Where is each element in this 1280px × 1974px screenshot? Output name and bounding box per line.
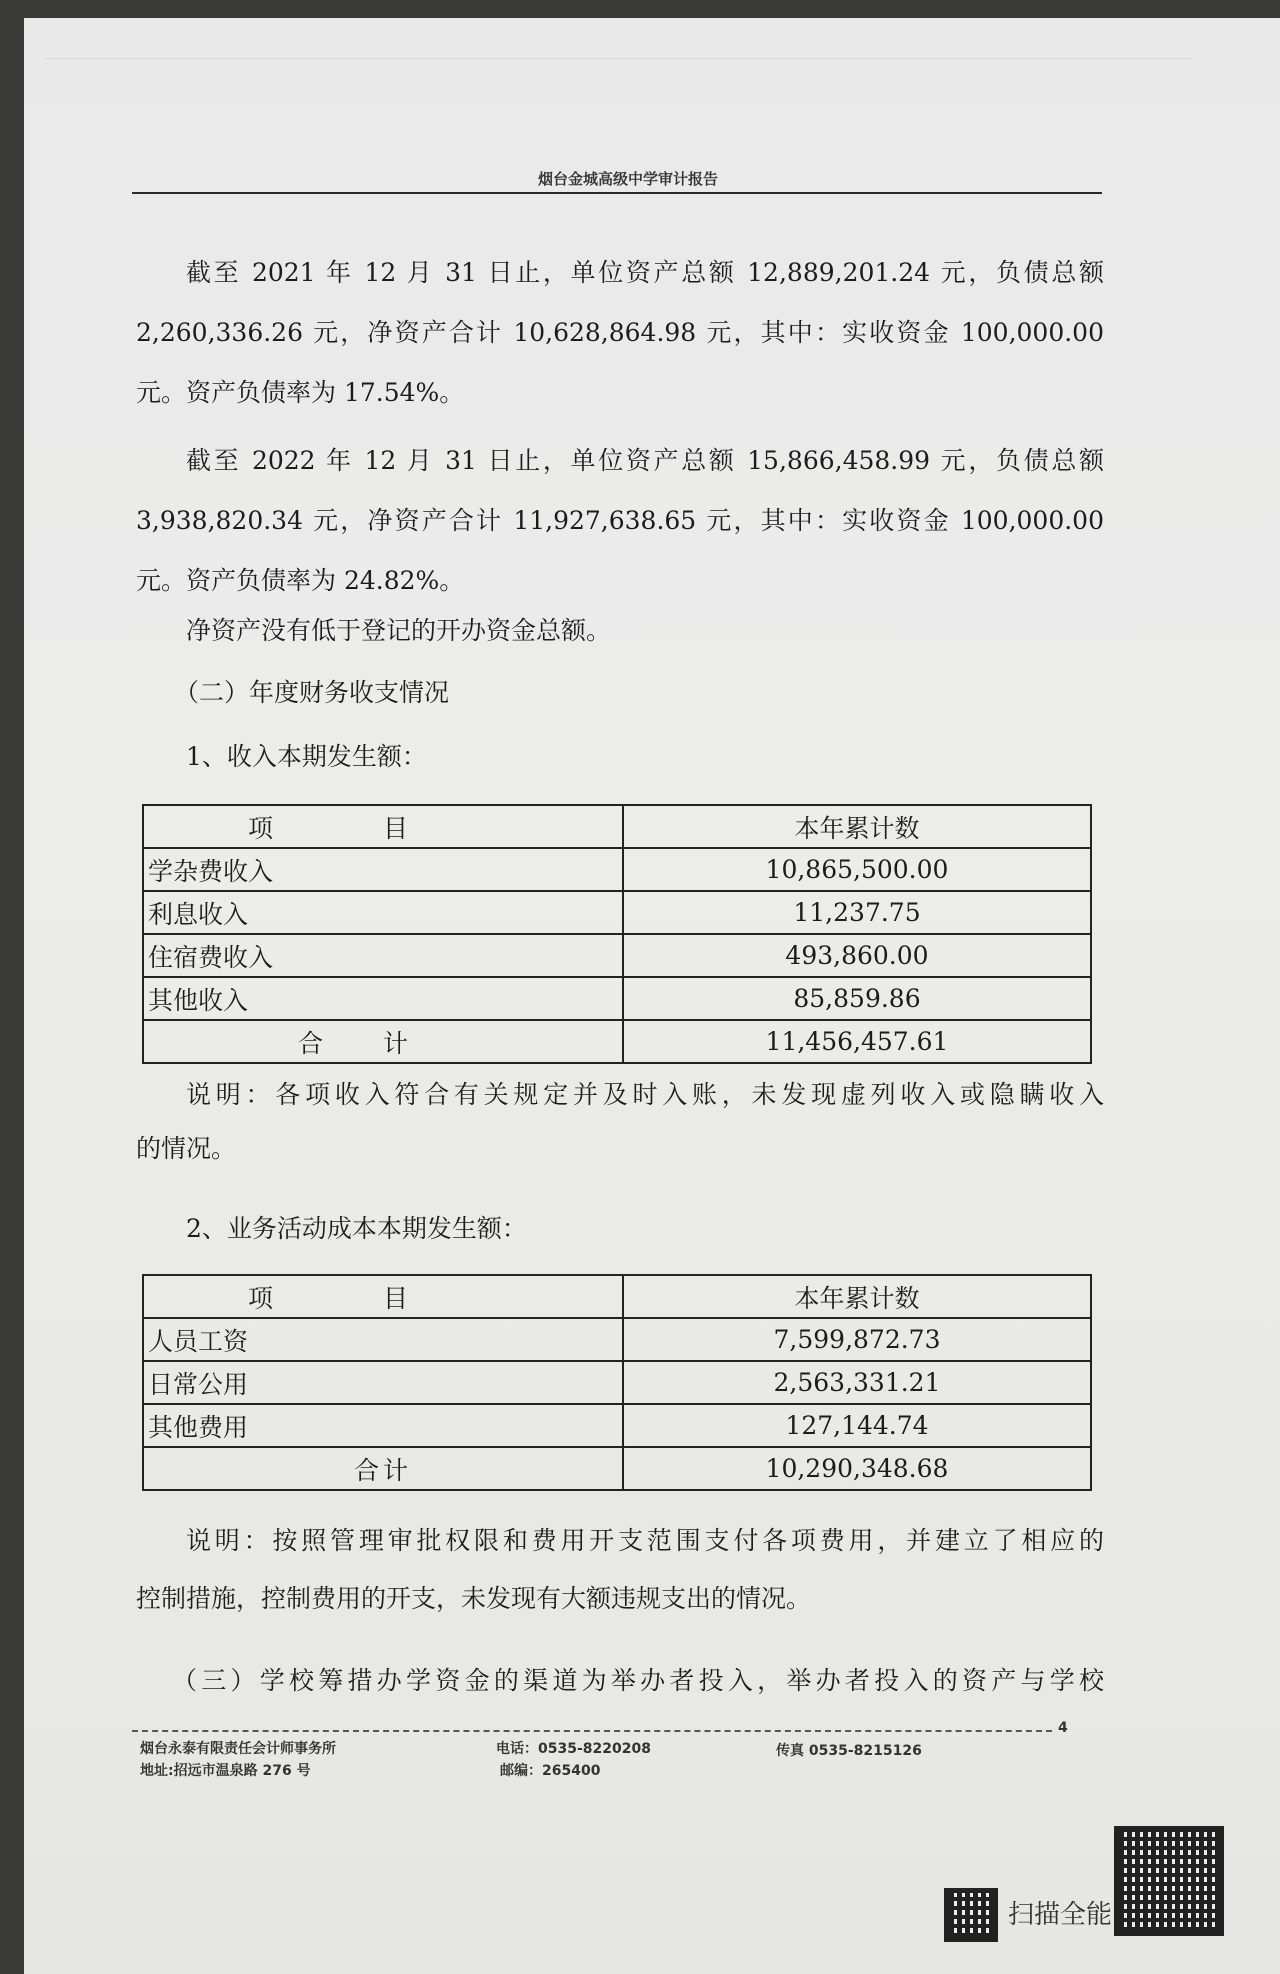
table-row [143, 1404, 1091, 1447]
row-value: 493,860.00 [623, 934, 1091, 977]
row-item: 住宿费收入 [143, 934, 623, 977]
large-qr-code-icon [1114, 1826, 1224, 1936]
paragraph-2021 [136, 258, 1104, 408]
paragraph-line: 截至 2021 年 12 月 31 日止，单位资产总额 12,889,201.24 元，负债总额 [186, 258, 1104, 287]
paragraph-line: 说明：按照管理审批权限和费用开支范围支付各项费用，并建立了相应的 [186, 1526, 1104, 1555]
document-page [24, 18, 1280, 1974]
table-row [143, 848, 1091, 891]
total-value: 11,456,457.61 [623, 1020, 1091, 1063]
paragraph-line: 3,938,820.34 元，净资产合计 11,927,638.65 元，其中：实收资金 100,000.00 [136, 506, 1104, 535]
table-row [143, 1361, 1091, 1404]
footer-address: 地址:招远市温泉路 276 号 [140, 1763, 311, 1779]
row-item: 其他收入 [143, 977, 623, 1020]
row-item: 利息收入 [143, 891, 623, 934]
table-row [143, 934, 1091, 977]
table-row [143, 1318, 1091, 1361]
cost-title: 2、业务活动成本本期发生额： [186, 1214, 527, 1243]
row-item: 日常公用 [143, 1361, 623, 1404]
paragraph-line: 的情况。 [136, 1134, 237, 1163]
table-row [143, 977, 1091, 1020]
small-qr-code-icon [944, 1888, 998, 1942]
cost-note [136, 1526, 1104, 1614]
header-item: 项目 [143, 805, 623, 848]
row-value: 127,144.74 [623, 1404, 1091, 1447]
paragraph-line: 控制措施，控制费用的开支，未发现有大额违规支出的情况。 [136, 1584, 812, 1613]
paragraph-line: （三）学校筹措办学资金的渠道为举办者投入，举办者投入的资产与学校 [172, 1666, 1104, 1695]
income-note [136, 1080, 1104, 1164]
header-rule [132, 192, 1102, 194]
total-label: 合计 [143, 1020, 623, 1063]
row-item: 学杂费收入 [143, 848, 623, 891]
table-total-row [143, 1020, 1091, 1063]
total-value: 10,290,348.68 [623, 1447, 1091, 1490]
row-value: 11,237.75 [623, 891, 1091, 934]
table-total-row [143, 1447, 1091, 1490]
page-number: 4 [1058, 1720, 1068, 1736]
footer-rule [132, 1730, 1052, 1732]
page-edge-line [44, 58, 1194, 59]
footer-phone: 电话：0535-8220208 [496, 1741, 651, 1757]
section-3 [136, 1666, 1104, 1696]
paragraph-line: 截至 2022 年 12 月 31 日止，单位资产总额 15,866,458.99 元，负债总额 [186, 446, 1104, 475]
table-header-row [143, 805, 1091, 848]
header-value: 本年累计数 [623, 1275, 1091, 1318]
cost-table [142, 1274, 1092, 1491]
section-2-title: （二）年度财务收支情况 [174, 678, 450, 707]
paragraph-line: 说明：各项收入符合有关规定并及时入账，未发现虚列收入或隐瞒收入 [186, 1080, 1104, 1109]
header-item: 项目 [143, 1275, 623, 1318]
report-header-title: 烟台金城高级中学审计报告 [537, 170, 718, 188]
paragraph-line: 2,260,336.26 元，净资产合计 10,628,864.98 元，其中：实收资金 100,000.00 [136, 318, 1104, 347]
row-value: 85,859.86 [623, 977, 1091, 1020]
income-title: 1、收入本期发生额： [186, 742, 427, 771]
footer-firm: 烟台永泰有限责任会计师事务所 [140, 1741, 336, 1757]
row-item: 其他费用 [143, 1404, 623, 1447]
row-value: 2,563,331.21 [623, 1361, 1091, 1404]
income-table [142, 804, 1092, 1064]
paragraph-2022 [136, 446, 1104, 596]
table-row [143, 891, 1091, 934]
row-value: 7,599,872.73 [623, 1318, 1091, 1361]
paragraph-line: 元。资产负债率为 24.82%。 [136, 566, 465, 595]
net-assets-note: 净资产没有低于登记的开办资金总额。 [186, 616, 612, 645]
footer-fax: 传真 0535-8215126 [776, 1743, 922, 1759]
footer-postcode: 邮编：265400 [500, 1763, 601, 1779]
row-item: 人员工资 [143, 1318, 623, 1361]
table-header-row [143, 1275, 1091, 1318]
row-value: 10,865,500.00 [623, 848, 1091, 891]
paragraph-line: 元。资产负债率为 17.54%。 [136, 378, 465, 407]
scanner-watermark-text: 扫描全能 [1008, 1900, 1113, 1930]
total-label: 合计 [143, 1447, 623, 1490]
header-value: 本年累计数 [623, 805, 1091, 848]
